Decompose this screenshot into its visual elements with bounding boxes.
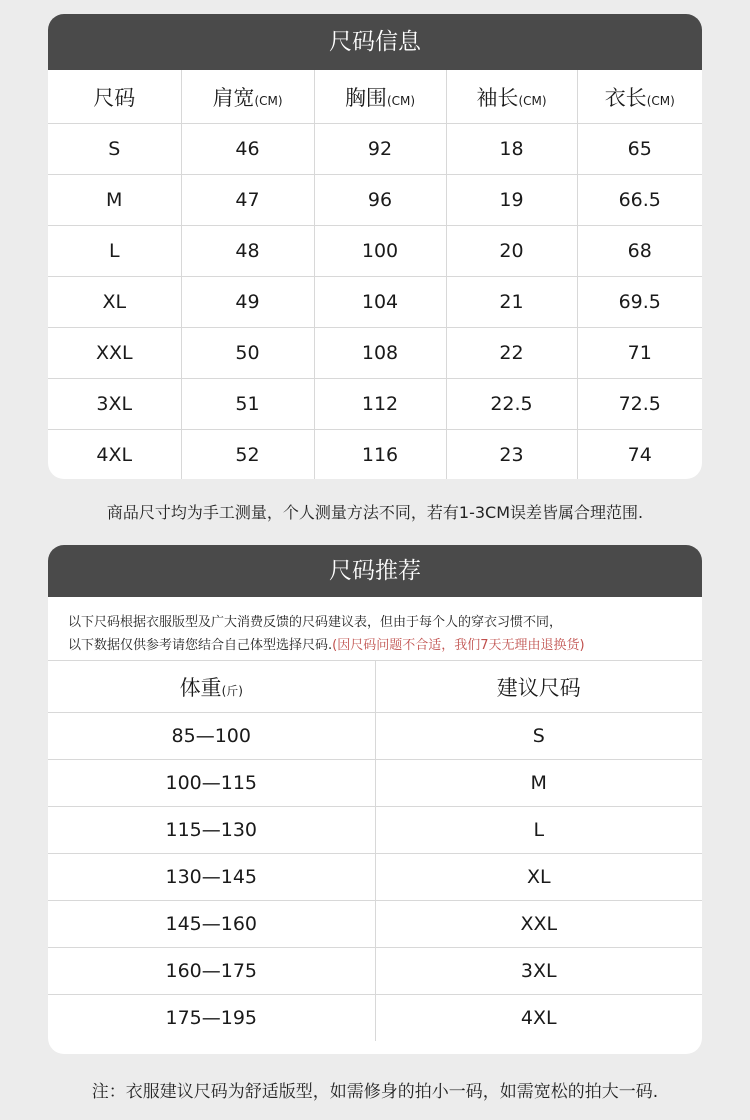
table-cell: 130—145 xyxy=(48,854,375,901)
recommendation-table xyxy=(48,661,702,1041)
size-row xyxy=(48,124,702,175)
table-cell: 52 xyxy=(181,430,314,480)
table-cell: 160—175 xyxy=(48,948,375,995)
table-cell: 92 xyxy=(314,124,446,175)
table-cell: 49 xyxy=(181,277,314,328)
column-header xyxy=(48,661,375,713)
column-header-label: 尺码 xyxy=(93,85,136,110)
column-header-unit: (CM) xyxy=(254,93,283,108)
recommendation-row xyxy=(48,854,702,901)
header-row xyxy=(48,70,702,124)
table-cell: XL xyxy=(48,277,181,328)
table-cell: 108 xyxy=(314,328,446,379)
table-cell: 72.5 xyxy=(577,379,702,430)
table-cell: 50 xyxy=(181,328,314,379)
table-cell: 46 xyxy=(181,124,314,175)
size-recommendation-card xyxy=(48,545,702,1054)
size-info-table xyxy=(48,70,702,479)
table-cell: 85—100 xyxy=(48,713,375,760)
recommendation-row xyxy=(48,760,702,807)
fit-note: 注：衣服建议尺码为舒适版型，如需修身的拍小一码，如需宽松的拍大一码. xyxy=(91,1082,659,1102)
table-cell: 3XL xyxy=(48,379,181,430)
column-header xyxy=(314,70,446,124)
table-cell: 20 xyxy=(446,226,577,277)
column-header-unit: (CM) xyxy=(386,93,416,108)
table-cell: 3XL xyxy=(375,948,702,995)
recommendation-row xyxy=(48,995,702,1042)
column-header-label: 胸围 xyxy=(344,85,387,110)
table-cell: 69.5 xyxy=(577,277,702,328)
column-header-label: 建议尺码 xyxy=(496,675,581,700)
table-cell: 74 xyxy=(577,430,702,480)
table-cell: 51 xyxy=(181,379,314,430)
column-header-label: 衣长 xyxy=(604,85,647,110)
table-cell: 96 xyxy=(314,175,446,226)
column-header-unit: (CM) xyxy=(646,93,675,108)
return-policy-highlight: (因尺码问题不合适，我们7天无理由退换货) xyxy=(332,638,585,653)
table-cell: 100—115 xyxy=(48,760,375,807)
table-cell: 68 xyxy=(577,226,702,277)
size-row xyxy=(48,226,702,277)
recommendation-row xyxy=(48,807,702,854)
table-cell: 48 xyxy=(181,226,314,277)
table-cell: 19 xyxy=(446,175,577,226)
column-header xyxy=(375,661,702,713)
column-header xyxy=(577,70,702,124)
recommendation-intro xyxy=(48,597,702,661)
column-header-label: 袖长 xyxy=(476,85,519,110)
table-cell: 23 xyxy=(446,430,577,480)
table-cell: 100 xyxy=(314,226,446,277)
column-header xyxy=(48,70,181,124)
recommendation-row xyxy=(48,901,702,948)
size-recommendation-title: 尺码推荐 xyxy=(48,545,702,597)
table-cell: 112 xyxy=(314,379,446,430)
size-row xyxy=(48,277,702,328)
table-cell: M xyxy=(48,175,181,226)
table-cell: 4XL xyxy=(375,995,702,1042)
table-cell: 66.5 xyxy=(577,175,702,226)
table-cell: 21 xyxy=(446,277,577,328)
size-info-card xyxy=(48,14,702,479)
table-cell: 115—130 xyxy=(48,807,375,854)
table-cell: 22.5 xyxy=(446,379,577,430)
table-cell: S xyxy=(48,124,181,175)
table-cell: XXL xyxy=(48,328,181,379)
table-cell: XXL xyxy=(375,901,702,948)
table-cell: 175—195 xyxy=(165,1007,258,1029)
table-cell: 22 xyxy=(446,328,577,379)
measurement-note: 商品尺寸均为手工测量，个人测量方法不同，若有1-3CM误差皆属合理范围. xyxy=(106,503,644,522)
column-header-label: 肩宽 xyxy=(212,85,255,110)
table-cell: 18 xyxy=(446,124,577,175)
size-row xyxy=(48,430,702,480)
size-row xyxy=(48,175,702,226)
table-cell: 145—160 xyxy=(48,901,375,948)
table-cell: 71 xyxy=(577,328,702,379)
table-cell: 116 xyxy=(314,430,446,480)
table-cell: L xyxy=(48,226,181,277)
column-header-unit: (斤) xyxy=(221,683,243,698)
size-row xyxy=(48,379,702,430)
table-cell: S xyxy=(375,713,702,760)
table-cell: 104 xyxy=(314,277,446,328)
column-header-unit: (CM) xyxy=(518,93,547,108)
column-header-label: 体重 xyxy=(179,675,222,700)
column-header xyxy=(446,70,577,124)
intro-line-2 xyxy=(68,634,702,657)
column-header xyxy=(181,70,314,124)
recommendation-row xyxy=(48,948,702,995)
table-cell: 47 xyxy=(181,175,314,226)
table-cell: 4XL xyxy=(96,444,133,466)
table-cell: 65 xyxy=(577,124,702,175)
table-cell: XL xyxy=(375,854,702,901)
table-cell: L xyxy=(375,807,702,854)
table-cell: M xyxy=(375,760,702,807)
intro-line-2-text: 以下数据仅供参考请您结合自己体型选择尺码. xyxy=(68,638,333,653)
size-row xyxy=(48,328,702,379)
intro-line-1: 以下尺码根据衣服版型及广大消费反馈的尺码建议表，但由于每个人的穿衣习惯不同， xyxy=(68,615,563,630)
header-row xyxy=(48,661,702,713)
recommendation-row xyxy=(48,713,702,760)
size-info-title: 尺码信息 xyxy=(48,14,702,70)
